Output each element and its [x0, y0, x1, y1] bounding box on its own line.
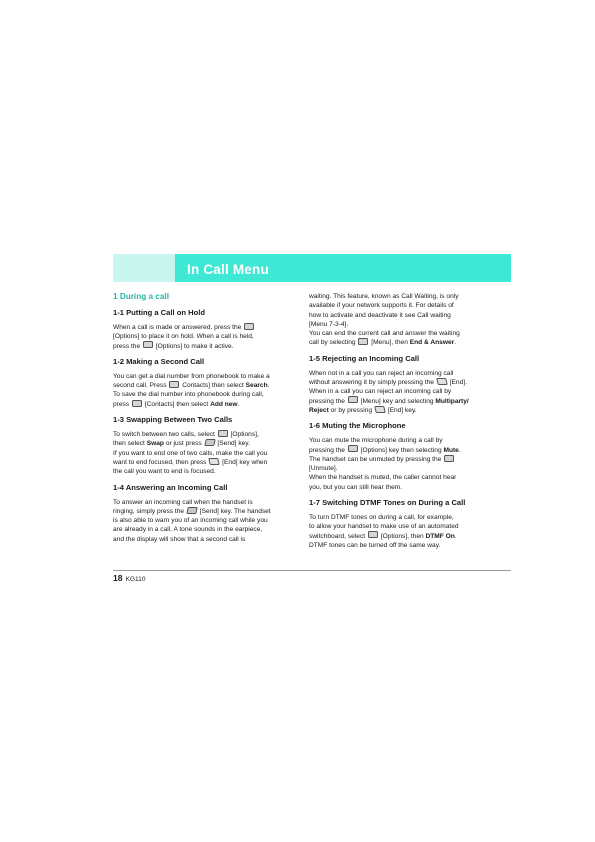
paragraph-swapping	[113, 430, 291, 476]
soft-key-icon	[348, 445, 358, 452]
text: how to activate and deactivate it see Call waiting	[309, 311, 451, 319]
text: [Send] key.	[217, 440, 250, 448]
text: .	[458, 446, 461, 454]
text: is also able to warn you of an incoming call while you	[113, 517, 268, 525]
text: [End].	[449, 379, 467, 387]
text: [Options], then	[380, 532, 424, 540]
model-name: KG110	[125, 576, 146, 583]
text: and the display will show that a second call is	[113, 535, 246, 543]
paragraph-hold	[113, 323, 291, 351]
text: You can mute the microphone during a call by	[309, 437, 443, 445]
text: When in a call you can reject an incoming call by	[309, 388, 452, 396]
text: ringing, simply press the	[113, 507, 185, 515]
paragraph-answering	[113, 498, 291, 544]
send-key-icon	[204, 439, 215, 446]
text: switchboard, select	[309, 532, 366, 540]
page-number: 18	[113, 573, 123, 583]
text: To switch between two calls, select	[113, 431, 215, 439]
menu-option-dtmf-on: DTMF On	[425, 532, 455, 540]
text: When the handset is muted, the caller cannot hear	[309, 474, 457, 482]
paragraph-second-call	[113, 372, 291, 409]
text: then select	[113, 440, 145, 448]
soft-key-icon	[358, 338, 368, 345]
text: pressing the	[309, 446, 345, 454]
text: press	[113, 400, 130, 408]
text: call by selecting	[309, 339, 356, 347]
text: You can get a dial number from phonebook to make a	[113, 372, 270, 380]
text: .	[454, 532, 457, 540]
end-key-icon	[374, 406, 385, 413]
subheading-answering: 1-4 Answering an Incoming Call	[113, 482, 228, 492]
soft-key-icon	[143, 341, 153, 348]
right-column	[309, 292, 487, 556]
text: [End] key.	[387, 406, 417, 414]
text: second call. Press	[113, 382, 167, 390]
text: [Options],	[230, 431, 259, 439]
soft-key-icon	[169, 381, 179, 388]
text: .	[454, 339, 457, 347]
text: the call you want to end is focused.	[113, 468, 216, 476]
send-key-icon	[186, 507, 197, 514]
footer-divider	[113, 570, 511, 571]
soft-key-icon	[444, 455, 454, 462]
text: Contacts] then select	[182, 382, 244, 390]
section-title: In Call Menu	[187, 262, 269, 277]
subheading-second-call: 1-2 Making a Second Call	[113, 356, 205, 366]
menu-option-add-new: Add new	[210, 400, 238, 408]
text: without answering it by simply pressing the	[309, 379, 434, 387]
section-header-band	[113, 254, 511, 282]
left-column	[113, 292, 291, 550]
text: To save the dial number into phonebook during call,	[113, 391, 264, 399]
text: want to end focused, then press	[113, 458, 207, 466]
subheading-dtmf: 1-7 Switching DTMF Tones on During a Call	[309, 498, 466, 508]
menu-option-multiparty: Multiparty/	[435, 397, 469, 405]
soft-key-icon	[368, 531, 378, 538]
text: [Menu], then	[371, 339, 408, 347]
text: [Menu 7-3-4].	[309, 320, 349, 328]
soft-key-icon	[132, 400, 142, 407]
text: [Unmute].	[309, 465, 338, 473]
text: [Send] key. The handset	[199, 507, 271, 515]
menu-option-search: Search	[245, 382, 268, 390]
text: are already in a call. A tone sounds in the earpiece,	[113, 526, 263, 534]
paragraph-dtmf	[309, 513, 487, 550]
text: you, but you can still hear them.	[309, 483, 403, 491]
menu-option-reject: Reject	[309, 406, 329, 414]
text: To turn DTMF tones on during a call, for example,	[309, 514, 454, 522]
soft-key-icon	[348, 396, 358, 403]
text: .	[237, 400, 240, 408]
text: The handset can be unmuted by pressing the	[309, 455, 442, 463]
menu-option-swap: Swap	[146, 440, 164, 448]
subheading-rejecting: 1-5 Rejecting an Incoming Call	[309, 353, 420, 363]
text: DTMF tones can be turned off the same way.	[309, 541, 441, 549]
end-key-icon	[436, 378, 447, 385]
text: [Options] to make it active.	[155, 342, 234, 350]
text: available if your network supports it. For details of	[309, 302, 454, 310]
text: [Contacts] then select	[144, 400, 209, 408]
text: .	[267, 382, 270, 390]
chapter-heading: 1 During a call	[113, 292, 169, 301]
text: When not in a call you can reject an incoming call	[309, 369, 454, 377]
header-band-tab	[113, 254, 175, 282]
text: [End] key when	[222, 458, 268, 466]
paragraph-rejecting	[309, 369, 487, 415]
paragraph-answering-continued	[309, 292, 487, 348]
text: You can end the current call and answer the waiting	[309, 330, 460, 338]
text: To answer an incoming call when the handset is	[113, 498, 253, 506]
subheading-swapping: 1-3 Swapping Between Two Calls	[113, 415, 233, 425]
text: [Menu] key and selecting	[360, 397, 434, 405]
end-key-icon	[209, 458, 220, 465]
subheading-muting: 1-6 Muting the Microphone	[309, 421, 406, 431]
menu-option-mute: Mute	[443, 446, 459, 454]
text: waiting. This feature, known as Call Waiting, is only	[309, 293, 459, 300]
menu-option-end-answer: End & Answer	[409, 339, 455, 347]
soft-key-icon	[218, 430, 228, 437]
text: to allow your handset to make use of an automated	[309, 523, 459, 531]
text: [Options] to place it on hold. When a call is held,	[113, 333, 254, 341]
text: When a call is made or answered, press the	[113, 324, 242, 331]
page-footer	[113, 573, 146, 583]
text: press the	[113, 342, 141, 350]
text: [Options] key then selecting	[360, 446, 442, 454]
text: pressing the	[309, 397, 345, 405]
text: or just press	[165, 440, 202, 448]
subheading-hold: 1-1 Putting a Call on Hold	[113, 308, 205, 317]
soft-key-icon	[244, 323, 254, 330]
text: If you want to end one of two calls, make the call you	[113, 449, 268, 457]
text: or by pressing	[330, 406, 373, 414]
paragraph-muting	[309, 436, 487, 492]
